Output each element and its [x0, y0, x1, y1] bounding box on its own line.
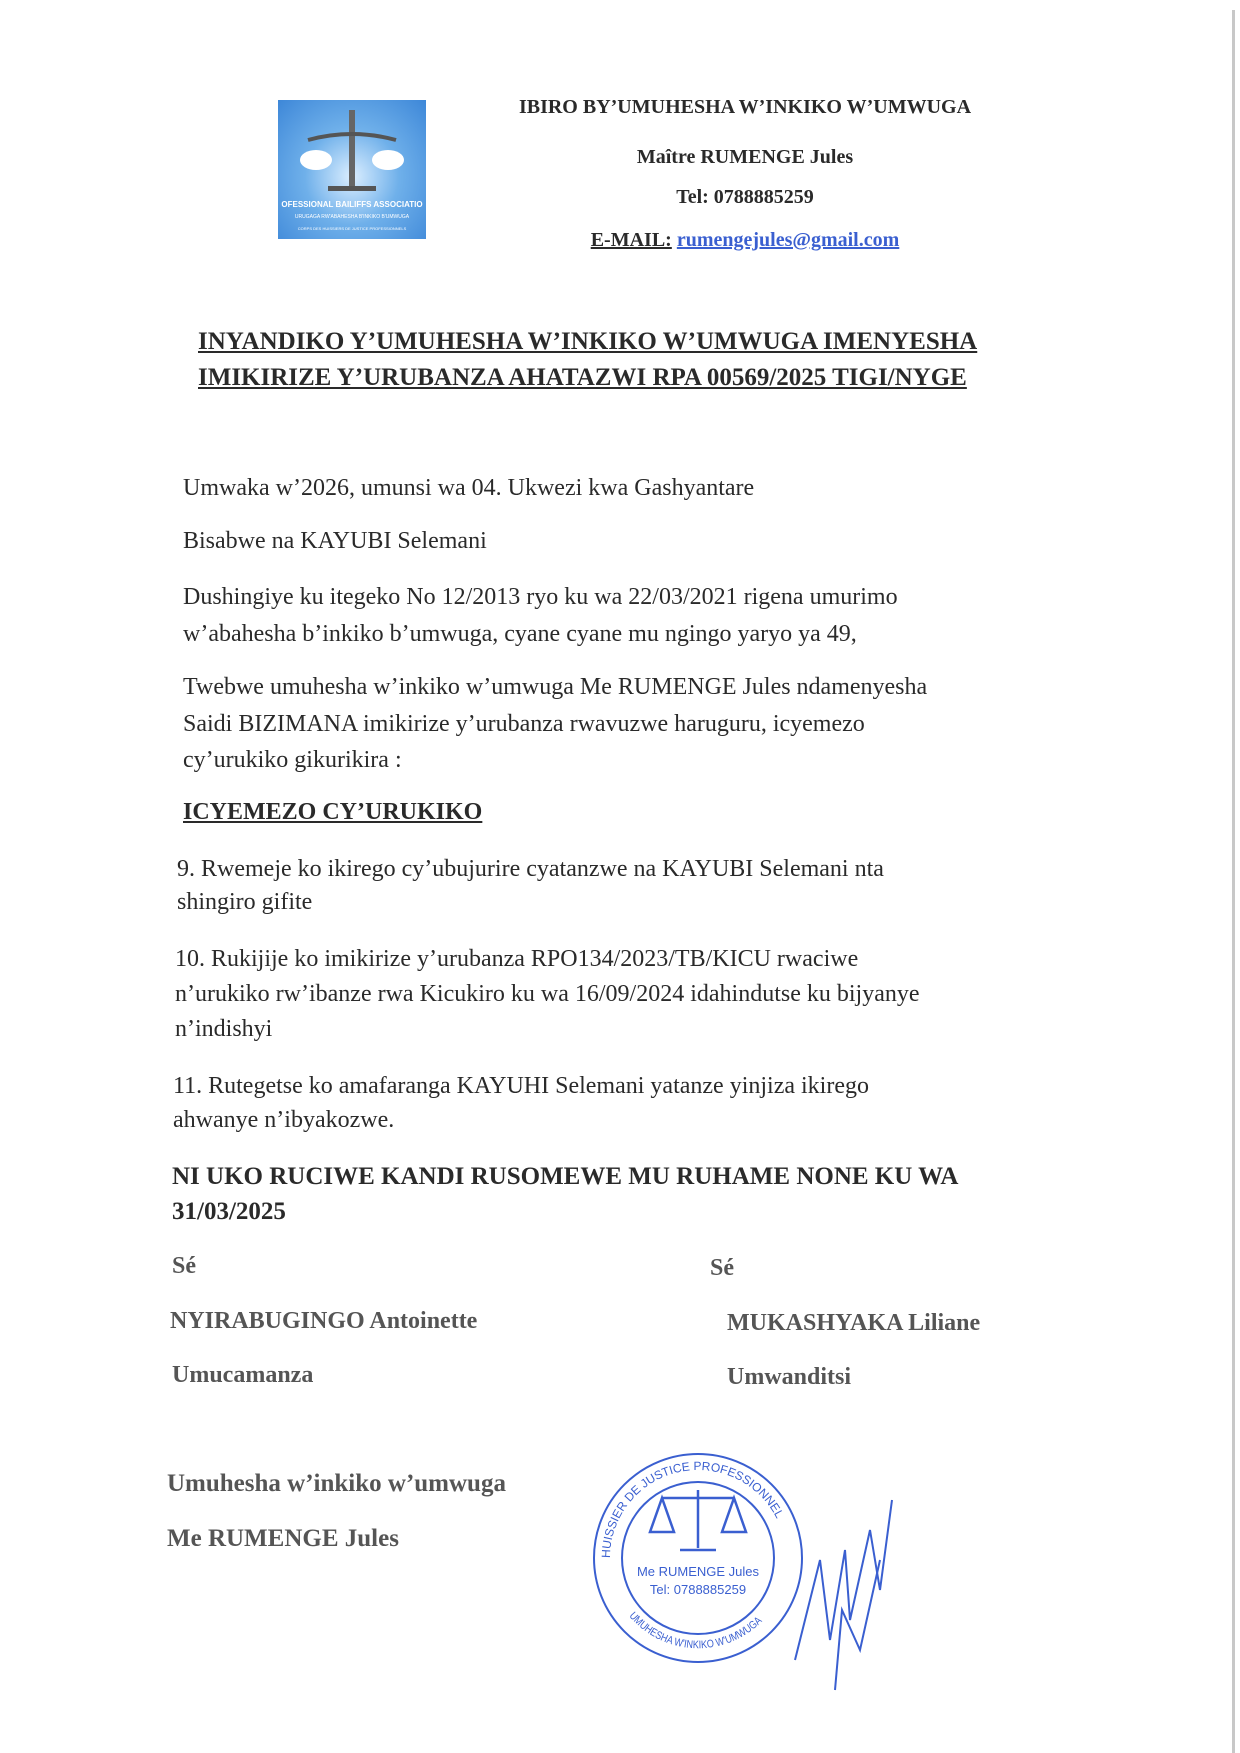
judge-name: NYIRABUGINGO Antoinette: [170, 1308, 478, 1334]
decision-item-10: n’urukiko rw’ibanze rwa Kicukiro ku wa 16/09/2024 idahindutse ku bijyanye: [175, 981, 920, 1007]
date-line: Umwaka w’2026, umunsi wa 04. Ukwezi kwa Gashyantare: [183, 475, 755, 501]
stamp-ring-bottom: UMUHESHA W'INKIKO W'UMWUGA: [626, 1609, 766, 1652]
scales-dove-icon: [278, 100, 426, 200]
svg-text:UMUHESHA W'INKIKO W'UMWUGA: [627, 1610, 765, 1651]
closing-statement: NI UKO RUCIWE KANDI RUSOMEWE MU RUHAME NONE KU WA: [172, 1163, 959, 1190]
logo-text: OFESSIONAL BAILIFFS ASSOCIATIO: [281, 200, 423, 209]
email-label: E-MAIL:: [590, 229, 672, 251]
document-title: INYANDIKO Y’UMUHESHA W’INKIKO W’UMWUGA IMENYESHA: [198, 328, 978, 355]
logo-text: CORPS DES HUISSIERS DE JUSTICE PROFESSIONNELS: [297, 226, 407, 231]
judge-role: Umucamanza: [172, 1362, 314, 1388]
right-se: Sé: [710, 1255, 734, 1281]
left-se: Sé: [172, 1253, 196, 1279]
notice: Twebwe umuhesha w’inkiko w’umwuga Me RUMENGE Jules ndamenyesha: [183, 674, 928, 700]
stamp-ring-top: HUISSIER DE JUSTICE PROFESSIONNEL: [598, 1458, 787, 1559]
notice: Saidi BIZIMANA imikirize y’urubanza rwavuzwe haruguru, icyemezo: [183, 711, 865, 737]
official-stamp: [580, 1440, 910, 1700]
legal-basis: Dushingiye ku itegeko No 12/2013 ryo ku wa 22/03/2021 rigena umurimo: [183, 584, 898, 610]
logo-text: URUGAGA RW'ABAHESHA B'INKIKO B'UMWUGA: [294, 214, 410, 220]
scales-icon: [650, 1490, 746, 1550]
bailiff-name: Maître RUMENGE Jules: [636, 146, 854, 168]
bailiff-role: Umuhesha w’inkiko w’umwuga: [167, 1470, 506, 1497]
decision-item-10: n’indishyi: [175, 1016, 273, 1042]
requested-by: Bisabwe na KAYUBI Selemani: [183, 528, 487, 554]
document-title: IMIKIRIZE Y’URUBANZA AHATAZWI RPA 00569/2025 TIGI/NYGE: [198, 364, 967, 391]
closing-date: 31/03/2025: [172, 1198, 286, 1225]
bailiff-tel: Tel: 0788885259: [676, 186, 814, 208]
clerk-name: MUKASHYAKA Liliane: [727, 1310, 981, 1336]
decision-heading: ICYEMEZO CY’URUKIKO: [183, 799, 483, 825]
legal-basis: w’abahesha b’inkiko b’umwuga, cyane cyane mu ngingo yaryo ya 49,: [183, 621, 857, 647]
decision-item-11: 11. Rutegetse ko amafaranga KAYUHI Selemani yatanze yinjiza ikirego: [173, 1073, 869, 1099]
handwritten-signature: [795, 1500, 892, 1690]
scan-edge: [1232, 10, 1235, 1753]
clerk-role: Umwanditsi: [727, 1364, 852, 1390]
decision-item-11: ahwanye n’ibyakozwe.: [173, 1107, 395, 1133]
notice: cy’urukiko gikurikira :: [183, 747, 402, 773]
stamp-name: Me RUMENGE Jules: [636, 1564, 760, 1579]
decision-item-10: 10. Rukijije ko imikirize y’urubanza RPO134/2023/TB/KICU rwaciwe: [175, 946, 859, 972]
decision-item-9: shingiro gifite: [177, 889, 313, 915]
decision-item-9: 9. Rwemeje ko ikirego cy’ubujurire cyatanzwe na KAYUBI Selemani nta: [177, 856, 884, 882]
email-line: [445, 229, 1045, 252]
email-link[interactable]: rumengejules@gmail.com: [676, 229, 900, 251]
stamp-tel: Tel: 0788885259: [649, 1582, 747, 1597]
office-title: IBIRO BY’UMUHESHA W’INKIKO W’UMWUGA: [518, 96, 972, 118]
association-logo: [278, 100, 426, 239]
bailiff-signature-name: Me RUMENGE Jules: [167, 1525, 399, 1552]
